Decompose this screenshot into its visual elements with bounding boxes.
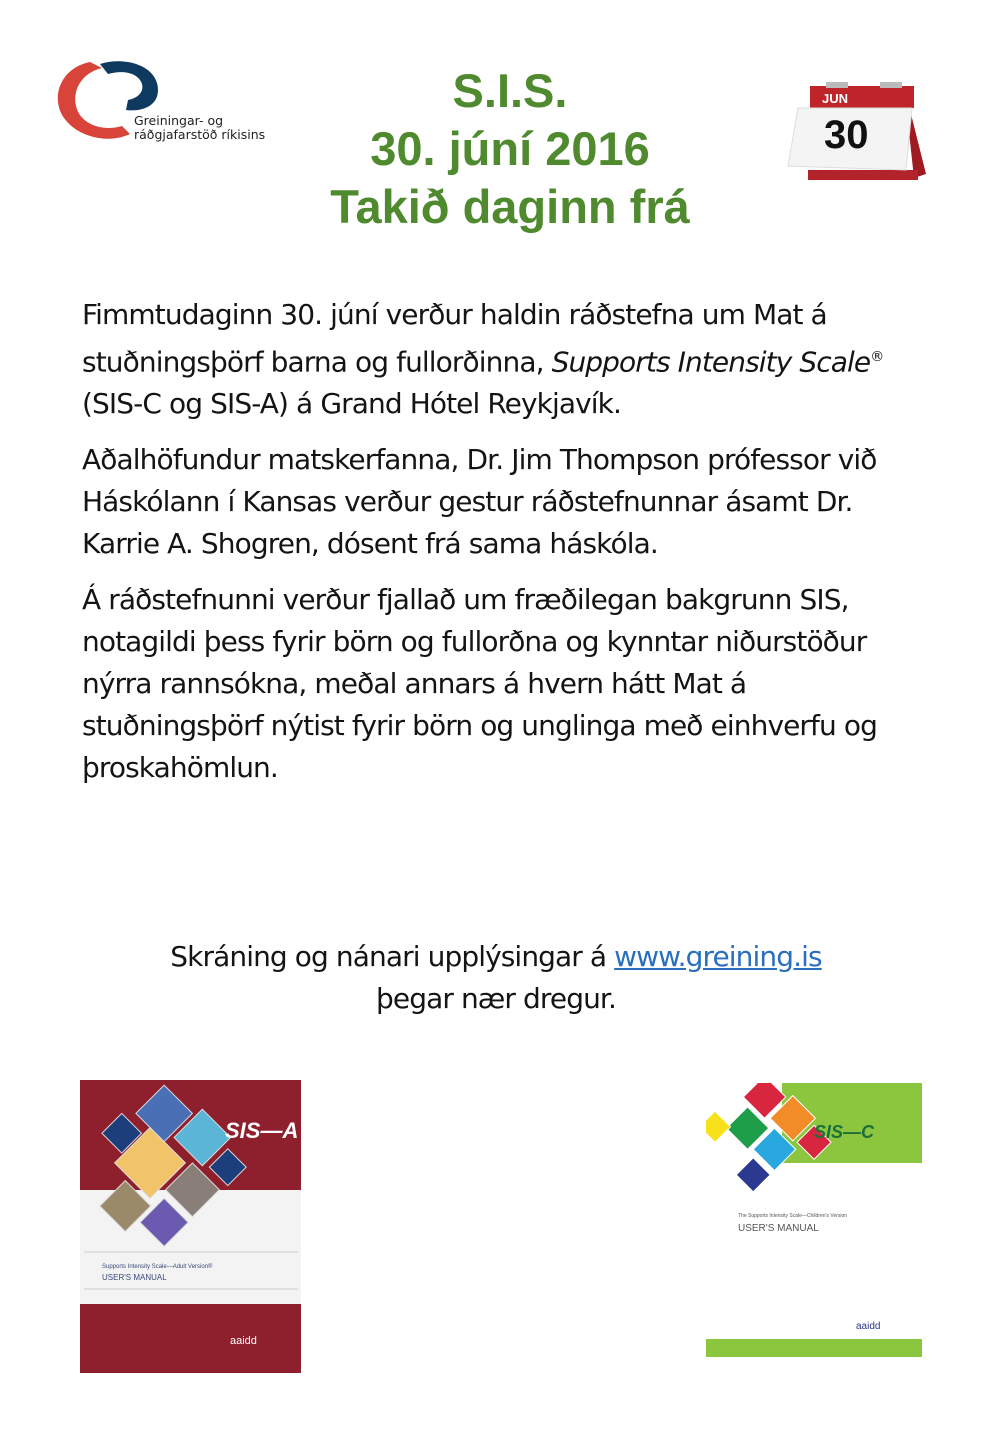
paragraph-topics: Á ráðstefnunni verður fjallað um fræðilegan bakgrunn SIS, notagildi þess fyrir börn og fullorðna og kynntar niðurstöður nýrra rannsókna, meðal annars á hvern hátt Mat á stuðningsþörf nýtist fyrir börn og unglinga með einhverfu og þroskahömlun.	[82, 583, 877, 785]
svg-text:30: 30	[824, 113, 869, 157]
svg-text:USER'S MANUAL: USER'S MANUAL	[738, 1223, 819, 1234]
svg-text:JUN: JUN	[822, 91, 849, 106]
paragraph-conference: Fimmtudaginn 30. júní verður haldin ráðstefna um Mat á stuðningsþörf barna og fullorðinna, Supports Intensity Scale® (SIS-C og SIS-A) á Grand Hótel Reykjavík.	[82, 298, 884, 421]
logo-text	[134, 114, 265, 142]
event-title	[250, 62, 770, 236]
title-line-sis: S.I.S.	[452, 64, 568, 117]
greining-website-link[interactable]: www.greining.is	[614, 940, 822, 973]
registration-note: þegar nær dregur.	[376, 982, 616, 1015]
registration-info: Skráning og nánari upplýsingar á www.greining.is þegar nær dregur.	[80, 936, 912, 1020]
svg-text:USER'S MANUAL: USER'S MANUAL	[102, 1273, 167, 1282]
paragraph-speakers: Aðalhöfundur matskerfanna, Dr. Jim Thompson prófessor við Háskólann í Kansas verður gestur ráðstefnunnar ásamt Dr. Karrie A. Shogren, dósent frá sama háskóla.	[82, 443, 877, 561]
svg-text:SIS—C: SIS—C	[814, 1122, 875, 1142]
svg-text:The Supports Intensity Scale—C: The Supports Intensity Scale—Children's Version	[738, 1213, 848, 1219]
announcement-body	[82, 294, 922, 803]
scale-name: Supports Intensity Scale	[551, 345, 871, 379]
svg-text:aaidd: aaidd	[230, 1335, 257, 1347]
logo-line-2: ráðgjafarstöð ríkisins	[134, 127, 266, 142]
title-line-date: 30. júní 2016	[370, 122, 650, 175]
title-line-save-the-date: Takið daginn frá	[330, 180, 690, 233]
svg-text:SIS—A: SIS—A	[225, 1118, 299, 1143]
sis-a-manual-cover	[80, 1080, 301, 1373]
sis-c-manual-cover	[706, 1083, 922, 1361]
svg-text:Supports Intensity Scale—Adult: Supports Intensity Scale—Adult Version®	[102, 1264, 213, 1270]
calendar-icon	[786, 78, 932, 186]
svg-text:aaidd: aaidd	[856, 1321, 881, 1332]
logo-line-1: Greiningar- og	[134, 113, 224, 128]
